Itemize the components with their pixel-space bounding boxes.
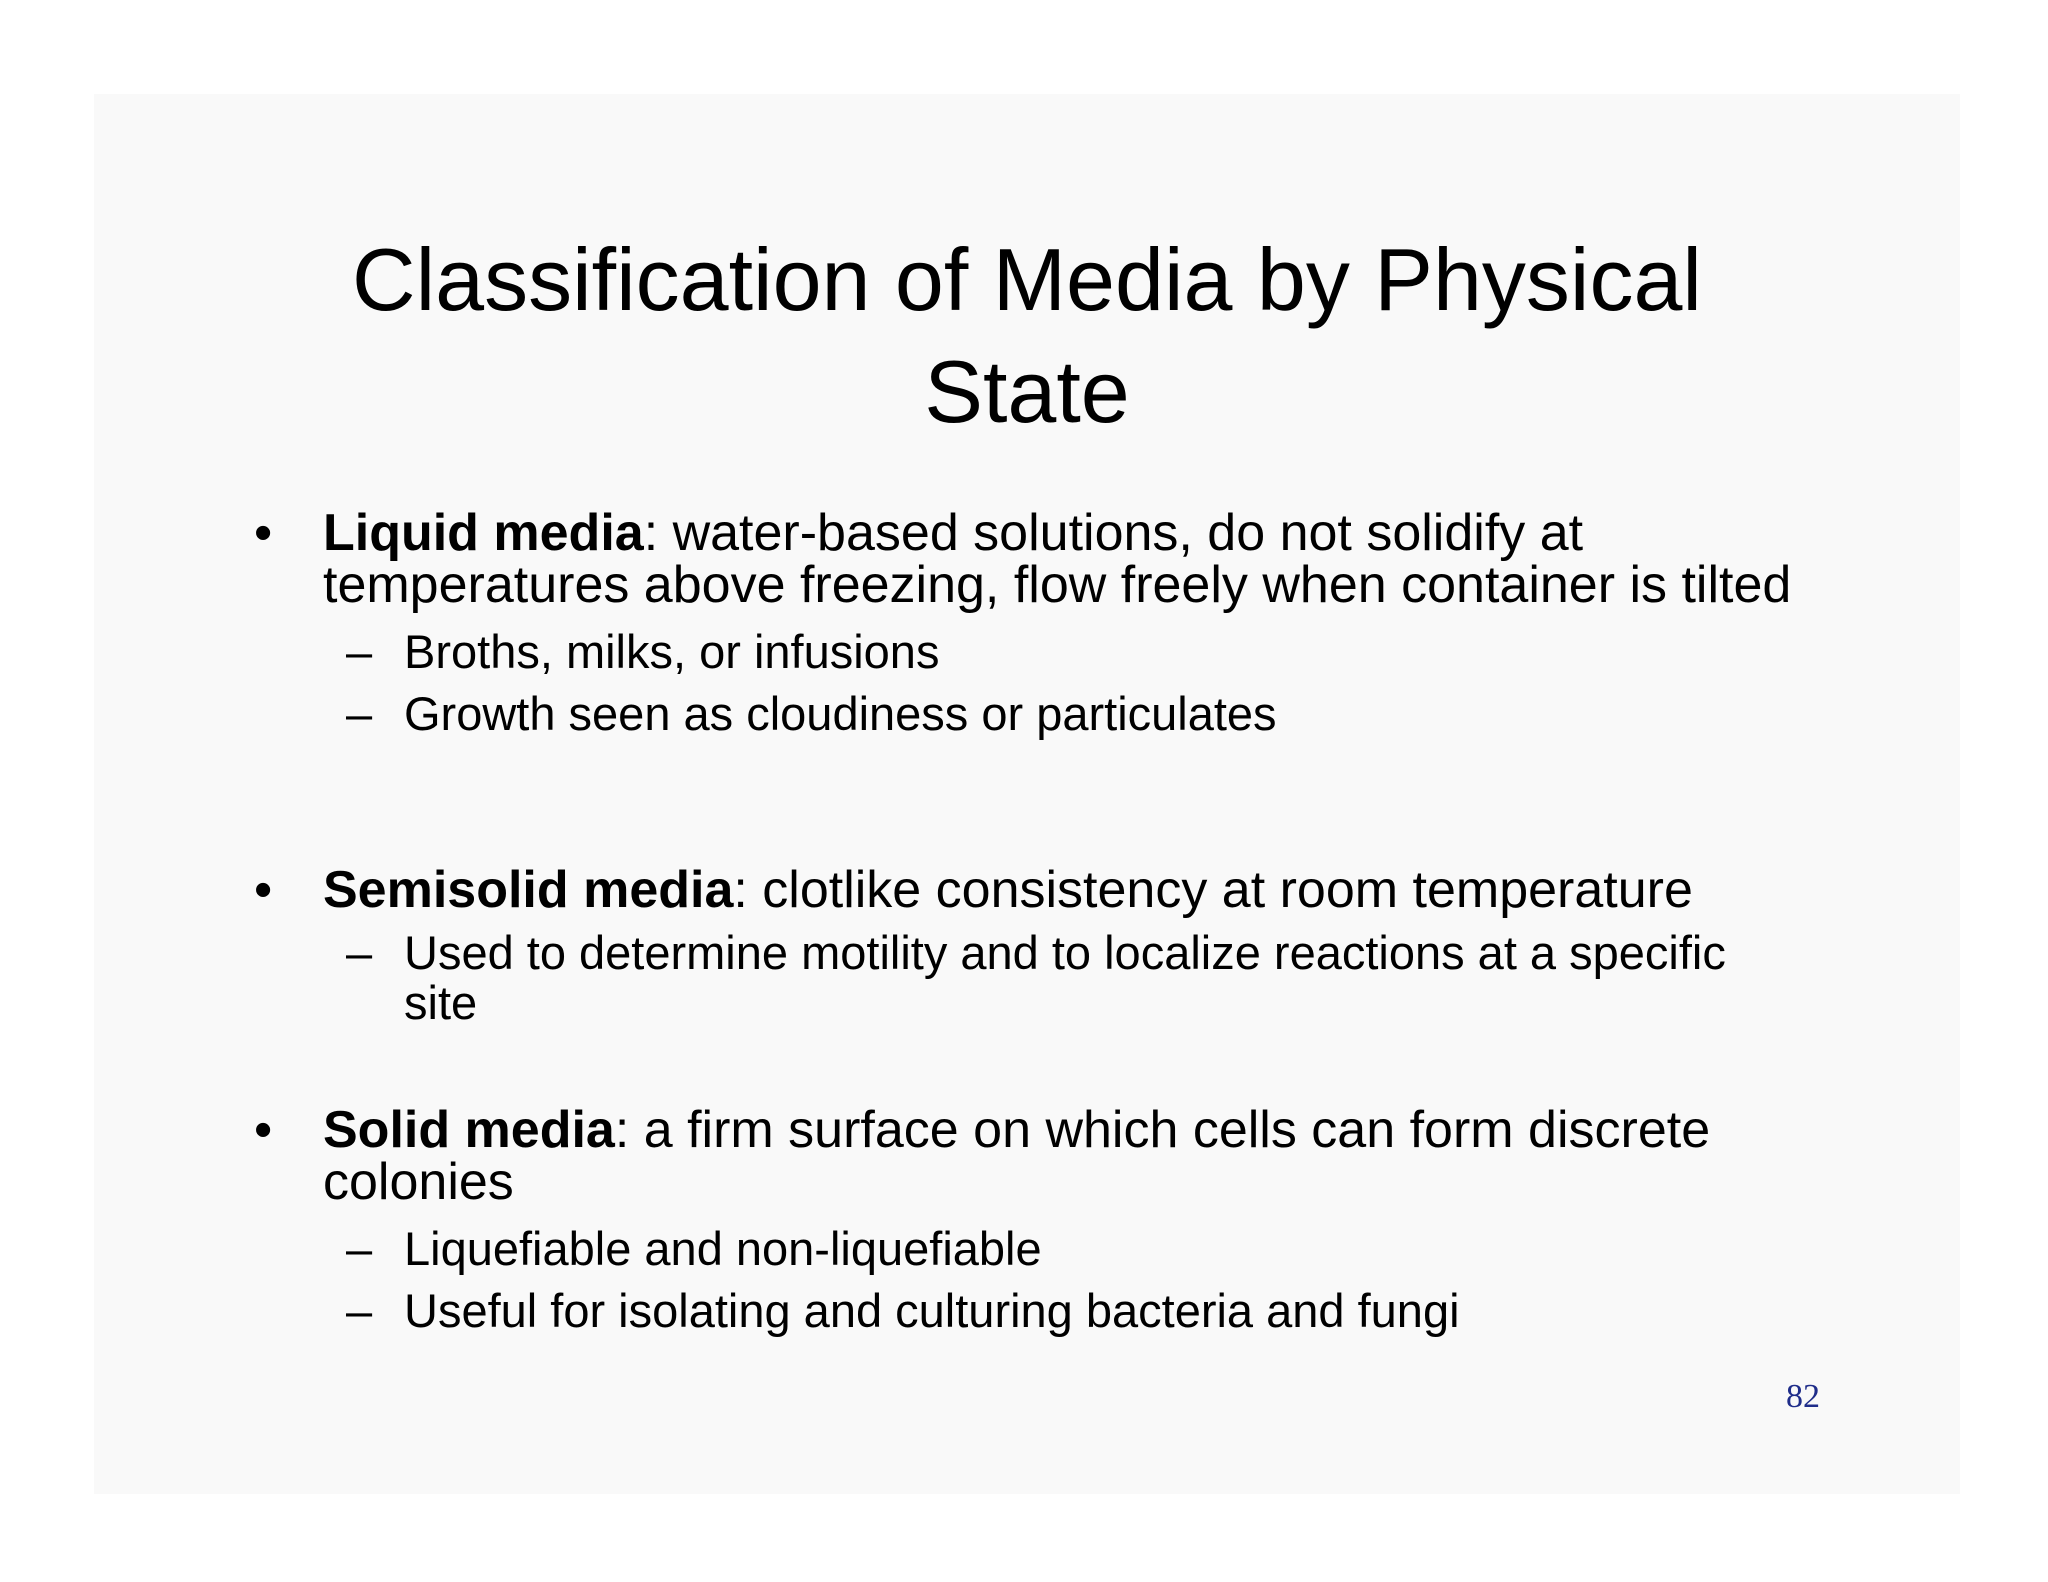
- bullet-main-text: [94, 504, 1823, 614]
- slide-title-line-2: State: [924, 342, 1130, 441]
- bullet-icon: •: [254, 504, 273, 562]
- sub-bullet: [94, 928, 1744, 1028]
- bullet-term: Liquid media: [323, 504, 644, 562]
- sub-bullet-text: Useful for isolating and culturing bacteria and fungi: [404, 1284, 1460, 1337]
- bullet-description: : clotlike consistency at room temperature: [733, 861, 1693, 919]
- bullet-icon: •: [254, 861, 273, 919]
- sub-bullet: [94, 1224, 1804, 1274]
- sub-bullet-text: Broths, milks, or infusions: [404, 625, 940, 678]
- bullet-liquid-media: [94, 504, 1960, 740]
- dash-icon: –: [346, 926, 373, 979]
- sub-bullet-text: Used to determine motility and to localize reactions at a specific site: [404, 926, 1726, 1029]
- bullet-main-text: [94, 861, 1883, 919]
- page-number: 82: [1786, 1378, 1820, 1415]
- bullet-icon: •: [254, 1101, 273, 1159]
- sub-bullet-text: Growth seen as cloudiness or particulates: [404, 687, 1277, 740]
- dash-icon: –: [346, 1222, 373, 1275]
- sub-bullet: [94, 1286, 1804, 1336]
- sub-bullet: [94, 627, 1804, 677]
- bullet-main-text: [94, 1101, 1883, 1211]
- bullet-description: : a firm surface on which cells can form discrete colonies: [323, 1101, 1711, 1211]
- slide-title: [94, 224, 1960, 448]
- bullet-semisolid-media: [94, 861, 1960, 1029]
- dash-icon: –: [346, 687, 373, 740]
- dash-icon: –: [346, 625, 373, 678]
- sub-bullet: [94, 689, 1804, 739]
- bullet-term: Solid media: [323, 1101, 615, 1159]
- bullet-term: Semisolid media: [323, 861, 734, 919]
- bullet-description: : water-based solutions, do not solidify at temperatures above freezing, flow freely when container is tilted: [323, 504, 1792, 614]
- bullet-solid-media: [94, 1101, 1960, 1337]
- slide: [94, 94, 1960, 1494]
- dash-icon: –: [346, 1284, 373, 1337]
- slide-title-line-1: Classification of Media by Physical: [352, 230, 1702, 329]
- sub-bullet-text: Liquefiable and non-liquefiable: [404, 1222, 1042, 1275]
